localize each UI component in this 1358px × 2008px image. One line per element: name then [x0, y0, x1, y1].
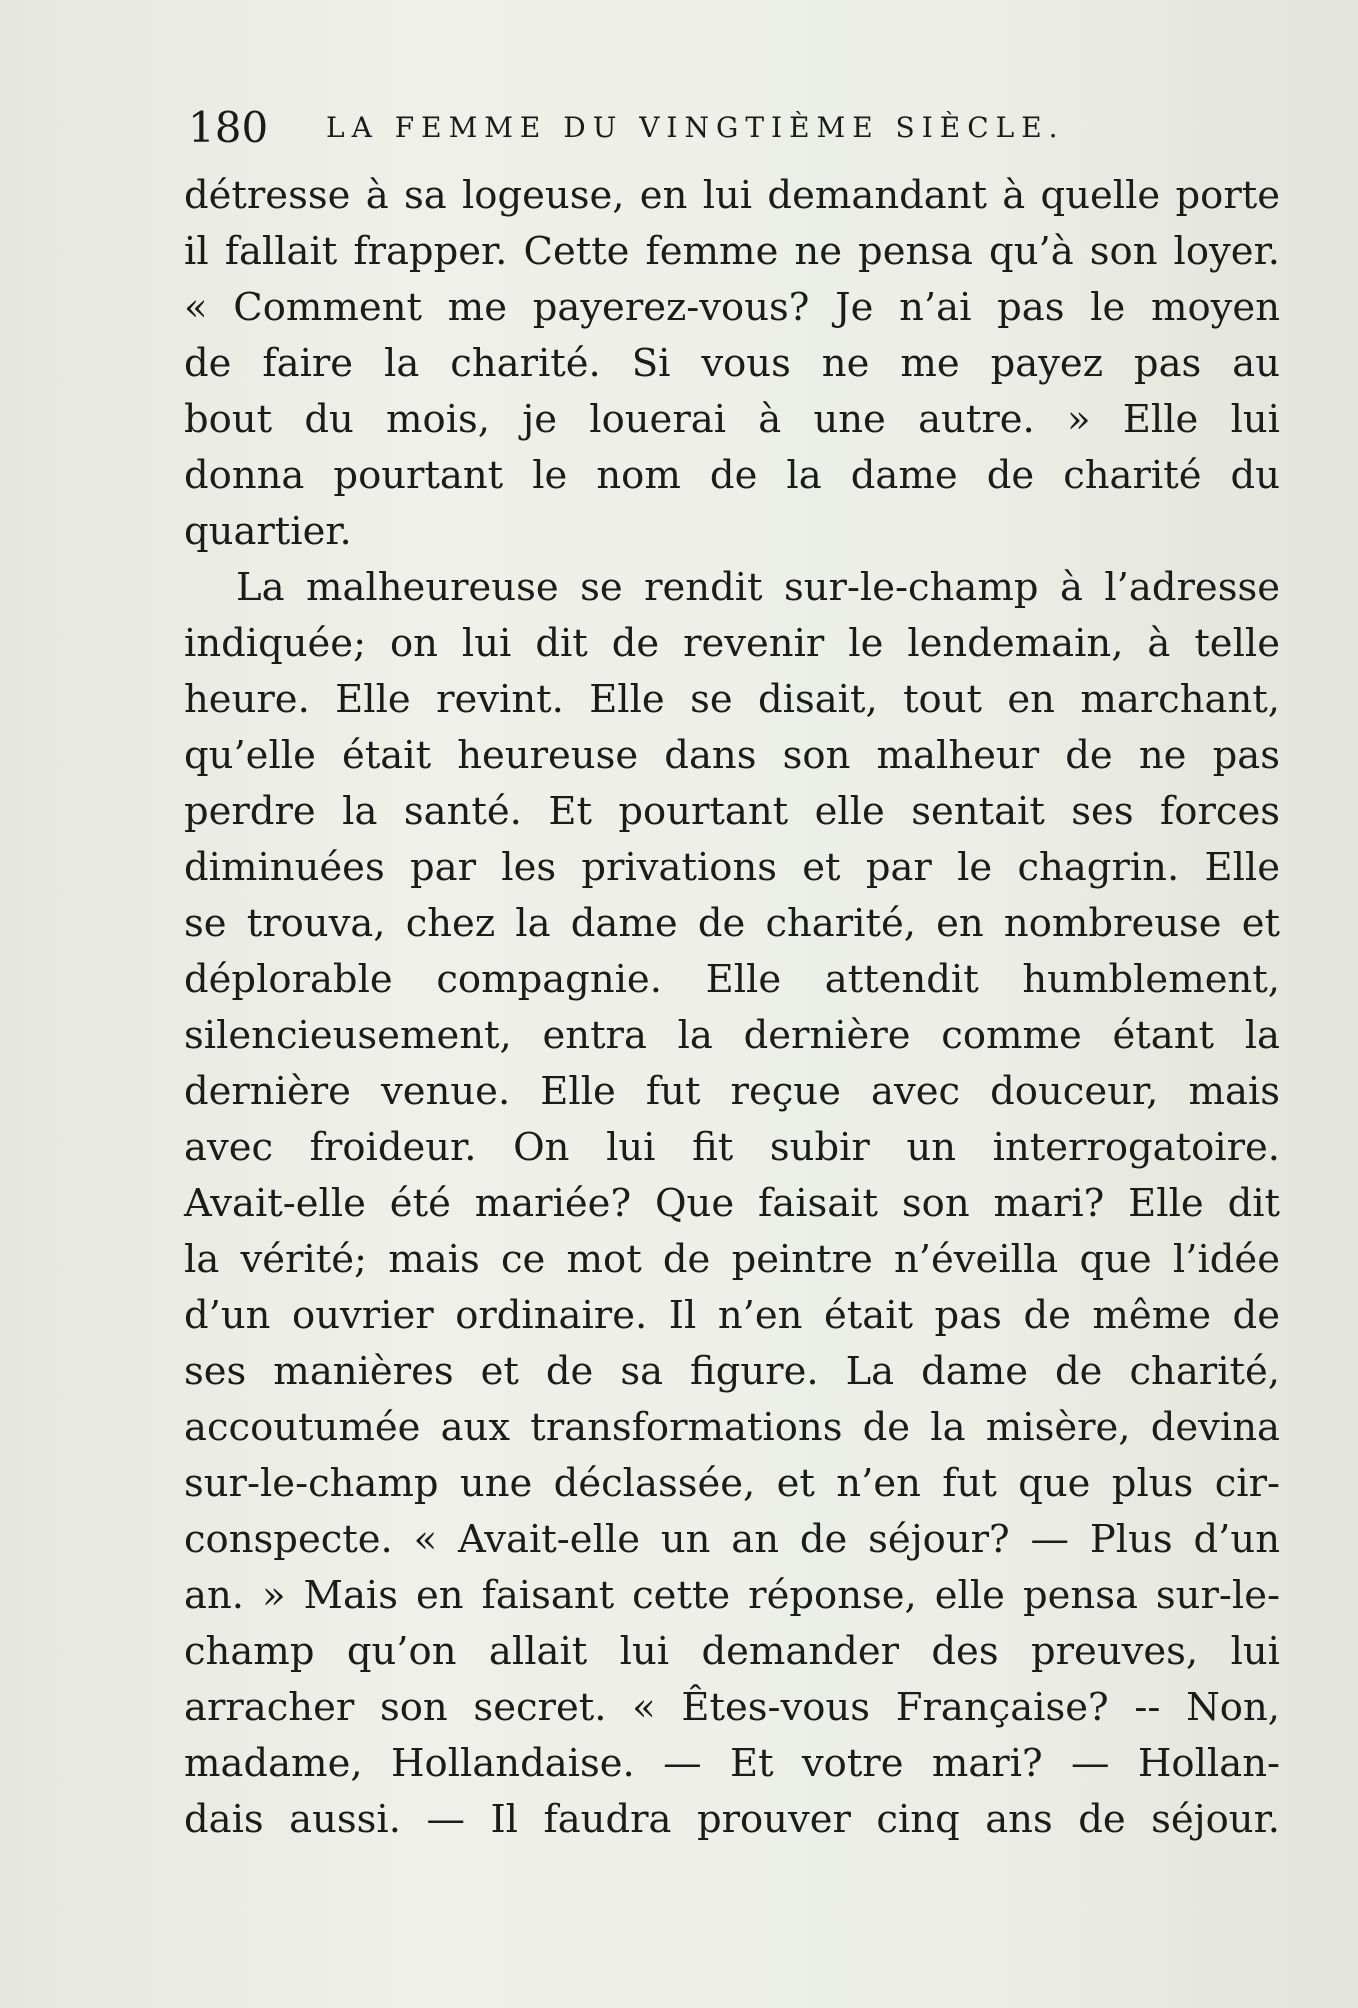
text-line: conspecte. « Avait-elle un an de séjour? — Plus d’un [184, 1517, 1280, 1562]
text-line: madame, Hollandaise. — Et votre mari? — Hollan- [184, 1741, 1280, 1786]
paragraph-1 [184, 168, 1280, 560]
text-line: an. » Mais en faisant cette réponse, elle pensa sur-le- [184, 1573, 1280, 1618]
text-line: sur-le-champ une déclassée, et n’en fut que plus cir- [184, 1461, 1280, 1506]
page-header [188, 98, 1278, 158]
text-line: indiquée; on lui dit de revenir le lendemain, à telle [184, 621, 1280, 666]
text-line: bout du mois, je louerai à une autre. » Elle lui [184, 397, 1280, 442]
running-title: LA FEMME DU VINGTIÈME SIÈCLE. [326, 111, 1065, 144]
text-line: donna pourtant le nom de la dame de charité du [184, 453, 1280, 498]
text-line: dais aussi. — Il faudra prouver cinq ans de séjour. [184, 1797, 1280, 1842]
text-line: il fallait frapper. Cette femme ne pensa qu’à son loyer. [184, 229, 1280, 274]
text-line: qu’elle était heureuse dans son malheur de ne pas [184, 733, 1280, 778]
text-line: La malheureuse se rendit sur-le-champ à l’adresse [236, 565, 1280, 610]
page-number: 180 [188, 103, 269, 152]
text-line: diminuées par les privations et par le chagrin. Elle [184, 845, 1280, 890]
text-line: ses manières et de sa figure. La dame de charité, [184, 1349, 1280, 1394]
text-line: la vérité; mais ce mot de peintre n’éveilla que l’idée [184, 1237, 1280, 1282]
text-line: dernière venue. Elle fut reçue avec douceur, mais [184, 1069, 1280, 1114]
text-line: champ qu’on allait lui demander des preuves, lui [184, 1629, 1280, 1674]
text-line: de faire la charité. Si vous ne me payez pas au [184, 341, 1280, 386]
text-line: « Comment me payerez-vous? Je n’ai pas le moyen [184, 285, 1280, 330]
text-line: perdre la santé. Et pourtant elle sentait ses forces [184, 789, 1280, 834]
text-line: déplorable compagnie. Elle attendit humblement, [184, 957, 1280, 1002]
paragraph-2 [184, 560, 1280, 1848]
text-line: arracher son secret. « Êtes-vous Française? -- Non, [184, 1685, 1280, 1730]
text-line: détresse à sa logeuse, en lui demandant à quelle porte [184, 173, 1280, 218]
text-line: d’un ouvrier ordinaire. Il n’en était pas de même de [184, 1293, 1280, 1338]
text-line: heure. Elle revint. Elle se disait, tout en marchant, [184, 677, 1280, 722]
text-line: quartier. [184, 509, 352, 554]
text-line: avec froideur. On lui fit subir un interrogatoire. [184, 1125, 1280, 1170]
text-line: silencieusement, entra la dernière comme étant la [184, 1013, 1280, 1058]
body-text [184, 168, 1280, 1848]
text-line: Avait-elle été mariée? Que faisait son mari? Elle dit [184, 1181, 1280, 1226]
text-line: se trouva, chez la dame de charité, en nombreuse et [184, 901, 1280, 946]
text-line: accoutumée aux transformations de la misère, devina [184, 1405, 1280, 1450]
